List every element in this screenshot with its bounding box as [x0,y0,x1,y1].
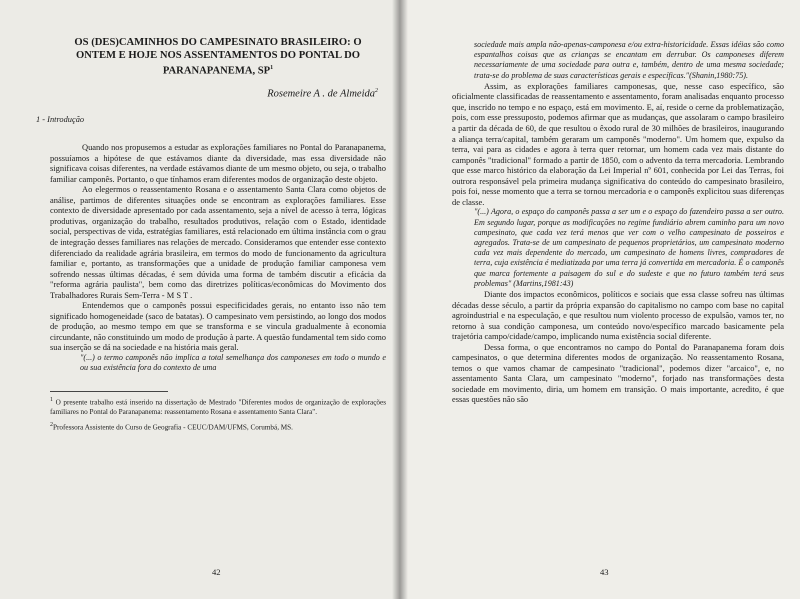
paragraph-2: Ao elegermos o reassentamento Rosana e o assentamento Santa Clara como objetos de análise, partimos de diferentes situações onde se encontram as explorações familiares. Esse contexto de diversidade apresentado por cada assentamento, seja a nível de acesso à terra, lógicas produtivas, organização do trabalho, resultados produtivos, relação com o Estado, identidade social, perspectivas de vida, estratégias familiares, está relacionado em última instância com o grau de integração desses familiares nas relações de mercado. Consideramos que entender esse contexto diferenciado da realidade agrária brasileira, em termos do modo de funcionamento da agricultura familiar e, portanto, as transformações que a unidade de produção familiar camponesa vem sofrendo nessas últimas décadas, é sem dúvida uma forma de também discutir a eficácia da "reforma agrária paulista", bem como das diretrizes políticas/econômicas do Movimento dos Trabalhadores Rurais Sem-Terra - M S T . [50,184,386,300]
section-heading: 1 - Introdução [36,115,85,125]
paragraph-5: Diante dos impactos econômicos, políticos e sociais que essa classe sofreu nas últimas décadas desse século, a partir da própria expansão do capitalismo no campo com base no capital agroindustrial e na especulação, e que resultou num violento processo de expulsão, vamos ter, no retorno à sua condição camponesa, um conteúdo novo/específico marcado basicamente pela trajetória campo/cidade/campo, implicando numa existência social diferente. [452,289,784,342]
right-page [400,0,800,599]
block-quote-start: "(...) o termo camponês não implica a total semelhança dos camponeses em todo o mundo e ou sua existência fora do contexto de uma [80,352,386,373]
page-number-left: 42 [212,567,221,577]
footnote-2-mark: 2 [50,421,53,428]
article-title: OS (DES)CAMINHOS DO CAMPESINATO BRASILEIRO: O ONTEM E HOJE NOS ASSENTAMENTOS DO PONTAL DO PARANAPANEMA, $SP^1$ [74,37,362,77]
paragraph-6: Dessa forma, o que encontramos no campo do Pontal do Paranapanema foram dois campesinatos, o que determina diferentes modos de organização. No reassentamento Rosana, temos o que vamos chamar de campesinato "tradicional", podemos dizer "arcaico", e, no assentamento Santa Clara, um campesinato "moderno", forjado nas transformações desta sociedade em movimento, diria, um homem em transição. O mais importante, acredito, é que essas questões não são [452,341,784,405]
paragraph-4: Assim, as explorações familiares camponesas, que, nesse caso específico, são oficialmente classificadas de reassentamento e assentamento, foram analisadas enquanto processo que, inscrido no tempo e no espaço, está em movimento. E, aí, reside o cerne da problematização, pois, com esse pressuposto, podemos afirmar que as mudanças, que assolaram o campo brasileiro a partir da década de 60, de que resultou o êxodo rural de 30 milhões de brasileiros, inaugurando a aliança terra/capital, também geraram um camponês "moderno". Um homem que, expulso da terra, vai para as cidades e agora à terra quer retornar, um homem cada vez mais distante do camponês "tradicional" formado a partir de 1850, com o advento da terra mercadoria. Lembrando que esse marco histórico da elaboração da Lei Imperial nº 601, conhecida por Lei das Terras, foi outrora responsável pela primeira mudança significativa do conteúdo do campesinato brasileiro, pois foi, nesse momento que a terra se tornou mercadoria e o camponês explicitou suas diferenças de classe. [452,80,784,207]
block-quote-martins: "(...) Agora, o espaço do camponês passa a ser um e o espaço do fazendeiro passa a ser outro. Em segundo lugar, porque as modificações no regime fundiário abrem caminho para um novo campesinato, que cada vez terá menos que ver com o velho campesinato de posseiros e agregados. Trata-se de um campesinato de pequenos proprietários, um campesinato moderno cada vez mais dependente do mercado, um campesinato de homens livres, compradores de terra, cuja existência é mediatizada por uma terra já convertida em mercadoria. É o camponês que marca fortemente a paisagem do sul e do sudeste e que no futuro também terá seus problemas" (Martins,1981:43) [474,207,784,288]
footnote-1-mark: 1 [50,397,53,404]
paragraph-1: Quando nos propusemos a estudar as explorações familiares no Pontal do Paranapanema, possuíamos a hipótese de que estávamos diante da diversidade, mas essa diversidade não significava coisas diferentes, na verdade estávamos diante de um mesmo objeto, ou seja, o trabalho familiar camponês. Portanto, o que tínhamos eram diferentes modos de organização deste objeto. [50,142,386,184]
author-footnote-ref: 2 [375,87,378,94]
paragraph-3: Entendemos que o camponês possui especificidades gerais, no entanto isso não tem significado homogeneidade (saco de batatas). O campesinato vem persistindo, ao longo dos modos de produção, ao mesmo tempo em que se transforma e se vincula gradualmente à economia circundante, não constituindo um modo de produção à parte. A questão fundamental tem sido como sua inserção se dá na sociedade e na história mais geral. [50,300,386,353]
title-footnote-ref: 1 [270,65,274,71]
footnote-divider [50,391,168,392]
page-number-right: 43 [600,567,609,577]
footnote-1: $^1$ O presente trabalho está inserido na dissertação de Mestrado "Diferentes modos de organização de explorações familiares no Pontal do Paranapanema: reassentamento Rosana e assentamento Santa Clara". [50,397,387,416]
author-name: Rosemeire A . de Almeida$^2$ [267,87,378,100]
footnote-2: $^2$Professora Assistente do Curso de Geografia - CEUC/DAM/UFMS, Corumbá, MS. [50,421,293,432]
block-quote-continued: sociedade mais ampla não-apenas-camponesa e/ou extra-historicidade. Essas idéias são como espantalhos coisas que as crianças se encantam em derrubar. Os camponeses diferem necessariamente de uma sociedade para outra e, também, dentro de uma mesma sociedade; trata-se do problema de suas características gerais e específicas."(Shanin,1980:75). [474,40,784,80]
